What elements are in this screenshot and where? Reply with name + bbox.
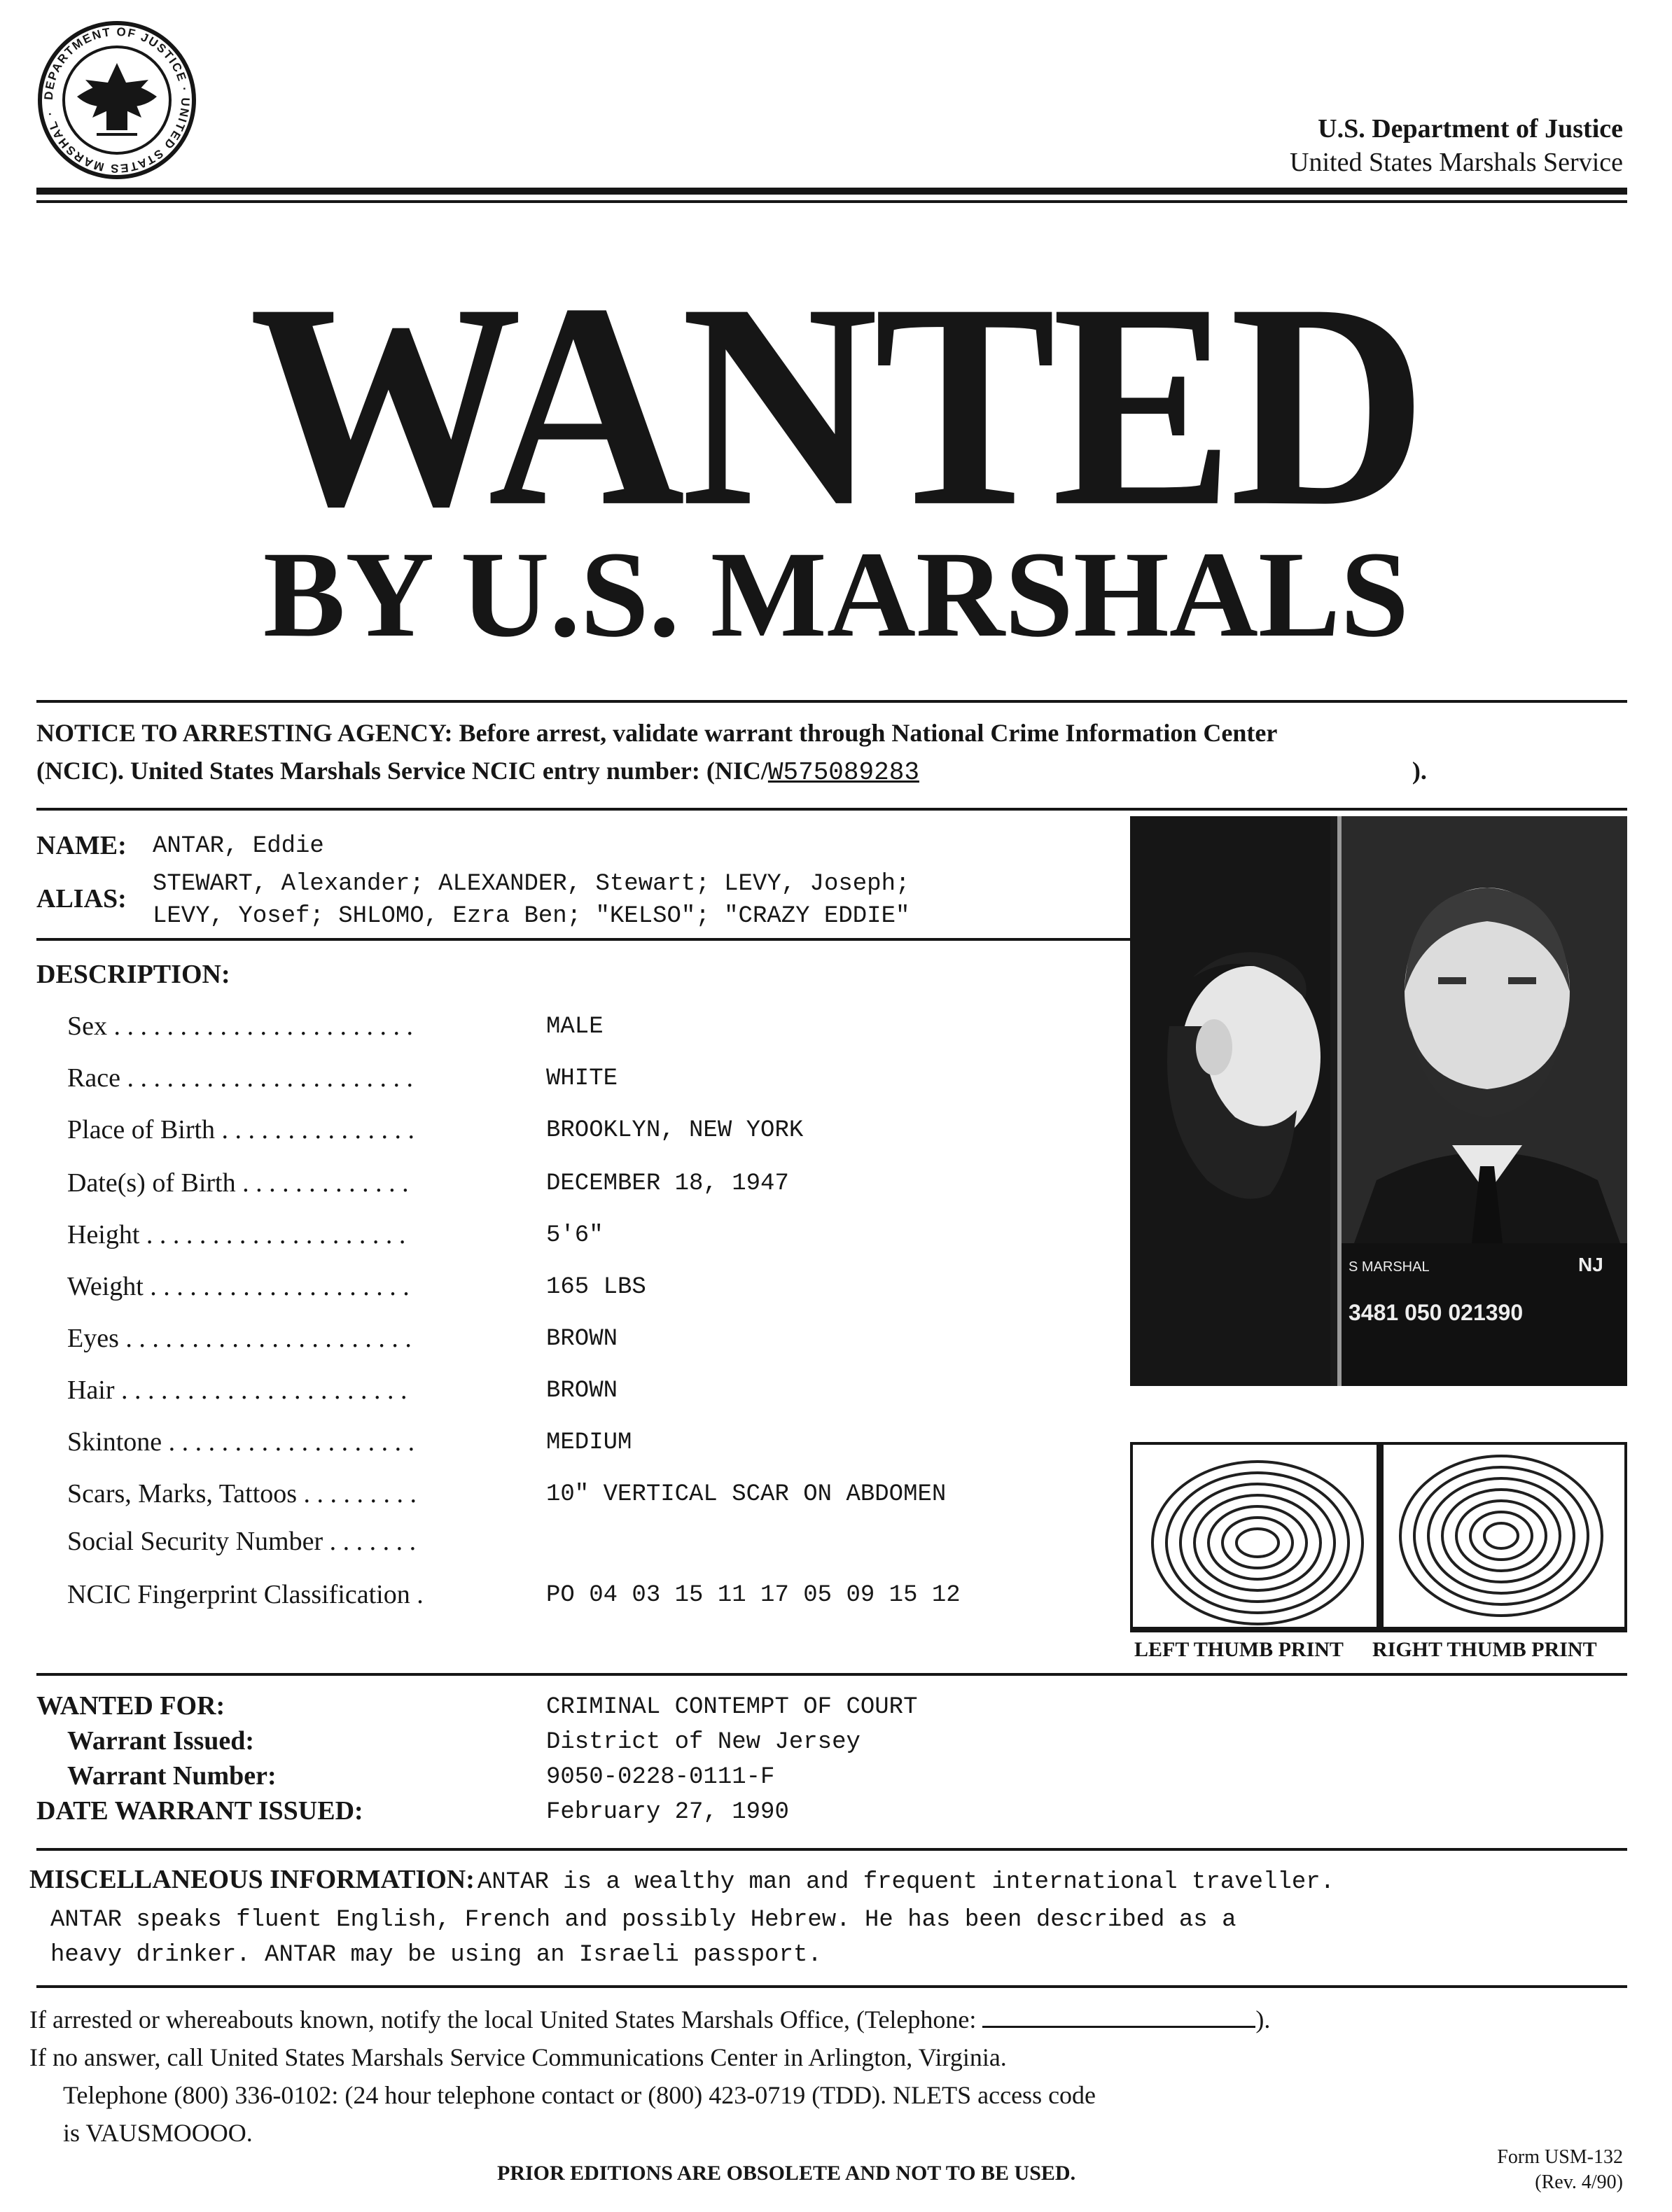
desc-label: Scars, Marks, Tattoos . . . . . . . . . xyxy=(67,1479,417,1508)
desc-value: 165 LBS xyxy=(546,1274,646,1301)
desc-label: Weight . . . . . . . . . . . . . . . . . . . . xyxy=(67,1272,410,1301)
warrant-rule xyxy=(36,1673,1627,1676)
desc-value: MEDIUM xyxy=(546,1429,632,1456)
name-label: NAME: xyxy=(36,831,127,860)
notice-label: NOTICE TO ARRESTING AGENCY: xyxy=(36,719,453,747)
desc-row-race xyxy=(67,1063,1082,1105)
desc-row-height xyxy=(67,1219,1082,1261)
notice-line-2 xyxy=(36,752,1626,792)
notice-block xyxy=(36,714,1626,792)
contact-line-1-row xyxy=(29,2001,1640,2038)
thumbprint-box xyxy=(1130,1442,1627,1630)
contact-rule xyxy=(36,1985,1627,1988)
misc-label: MISCELLANEOUS INFORMATION: xyxy=(29,1865,475,1894)
misc-line-1: ANTAR is a wealthy man and frequent international traveller. xyxy=(477,1869,1335,1896)
thumbprints-image xyxy=(1133,1445,1624,1627)
telephone-blank xyxy=(982,2005,1255,2028)
desc-row-birthplace xyxy=(67,1114,1082,1156)
description-heading: DESCRIPTION: xyxy=(36,960,230,989)
doj-seal-icon xyxy=(36,20,197,181)
desc-label: Eyes . . . . . . . . . . . . . . . . . . . . . . xyxy=(67,1324,412,1353)
desc-value: 10" VERTICAL SCAR ON ABDOMEN xyxy=(546,1481,947,1508)
notice-text-1: Before arrest, validate warrant through National Crime Information Center xyxy=(459,719,1278,747)
warrant-labels xyxy=(36,1688,363,1828)
wanted-title: WANTED xyxy=(249,243,1423,567)
desc-row-skintone xyxy=(67,1427,1082,1469)
contact-line-2: If no answer, call United States Marshals Service Communications Center in Arlington, Virginia. xyxy=(29,2043,1007,2071)
misc-line-3: heavy drinker. ANTAR may be using an Israeli passport. xyxy=(50,1942,822,1968)
desc-row-sex xyxy=(67,1011,1082,1053)
notice-line-1 xyxy=(36,714,1626,752)
desc-label: Sex . . . . . . . . . . . . . . . . . . . . . . . xyxy=(67,1011,413,1041)
desc-row-eyes xyxy=(67,1323,1082,1365)
form-revision: (Rev. 4/90) xyxy=(1535,2171,1623,2193)
desc-value: BROWN xyxy=(546,1326,618,1352)
warrant-values xyxy=(546,1690,918,1830)
wanted-subtitle: BY U.S. MARSHALS xyxy=(263,526,1409,663)
desc-label: Height . . . . . . . . . . . . . . . . . . . . xyxy=(67,1220,406,1250)
contact-line-1: If arrested or whereabouts known, notify the local United States Marshals Office, (Telephone: xyxy=(29,2005,977,2033)
notice-close: ). xyxy=(1412,757,1427,785)
prior-editions-notice: PRIOR EDITIONS ARE OBSOLETE AND NOT TO BE USED. xyxy=(497,2162,1076,2185)
desc-label: Place of Birth . . . . . . . . . . . . . . . xyxy=(67,1115,415,1144)
form-number-block xyxy=(1497,2145,1623,2195)
wanted-for-value: CRIMINAL CONTEMPT OF COURT xyxy=(546,1694,918,1721)
desc-value: BROWN xyxy=(546,1378,618,1404)
desc-row-dob xyxy=(67,1168,1082,1210)
notice-text-2: (NCIC). United States Marshals Service NCIC entry number: (NIC/ xyxy=(36,757,768,785)
misc-line-2: ANTAR speaks fluent English, French and possibly Hebrew. He has been described as a xyxy=(50,1907,1236,1933)
agency-service: United States Marshals Service xyxy=(1290,148,1623,177)
alias-line-2: LEVY, Yosef; SHLOMO, Ezra Ben; "KELSO"; "CRAZY EDDIE" xyxy=(153,903,910,930)
alias-block xyxy=(153,868,910,932)
left-thumb-caption: LEFT THUMB PRINT xyxy=(1134,1638,1344,1661)
desc-label: Hair . . . . . . . . . . . . . . . . . . . . . . xyxy=(67,1376,407,1405)
header-rule-thick xyxy=(36,188,1627,195)
alias-line-1: STEWART, Alexander; ALEXANDER, Stewart; LEVY, Joseph; xyxy=(153,871,910,897)
desc-label: Social Security Number . . . . . . . xyxy=(67,1527,417,1556)
form-number: Form USM-132 xyxy=(1497,2146,1623,2168)
warrant-number-value: 9050-0228-0111-F xyxy=(546,1764,775,1791)
placard-top-left: S MARSHAL xyxy=(1349,1259,1430,1275)
warrant-issued-value: District of New Jersey xyxy=(546,1729,861,1756)
description-rule xyxy=(36,938,1130,941)
subject-name: ANTAR, Eddie xyxy=(153,833,324,860)
notice-rule xyxy=(36,700,1627,703)
name-rule xyxy=(36,808,1627,811)
desc-row-hair xyxy=(67,1375,1082,1417)
desc-row-ssn xyxy=(67,1526,1082,1568)
desc-label: Race . . . . . . . . . . . . . . . . . . . . . . xyxy=(67,1063,413,1093)
desc-row-fingerprint-class xyxy=(67,1579,1082,1621)
desc-label: Date(s) of Birth . . . . . . . . . . . . . xyxy=(67,1168,409,1198)
desc-value: BROOKLYN, NEW YORK xyxy=(546,1117,804,1144)
contact-line-3: Telephone (800) 336-0102: (24 hour telephone contact or (800) 423-0719 (TDD). NLETS access code xyxy=(63,2081,1096,2109)
agency-block xyxy=(1290,112,1623,179)
svg-text:DEPARTMENT OF JUSTICE · UNITED: DEPARTMENT OF JUSTICE · UNITED STATES MARSHAL · xyxy=(41,24,193,176)
alias-label: ALIAS: xyxy=(36,884,127,913)
right-thumb-caption: RIGHT THUMB PRINT xyxy=(1372,1638,1597,1661)
desc-value: WHITE xyxy=(546,1065,618,1092)
desc-value: 5'6" xyxy=(546,1222,604,1249)
date-warrant-issued-value: February 27, 1990 xyxy=(546,1799,789,1826)
nic-number: W575089283 xyxy=(767,758,919,787)
prints-caption-rule xyxy=(1130,1630,1627,1632)
desc-row-weight xyxy=(67,1271,1082,1313)
placard-bottom: 3481 050 021390 xyxy=(1349,1300,1524,1325)
desc-value: DECEMBER 18, 1947 xyxy=(546,1170,789,1197)
date-warrant-issued-label: DATE WARRANT ISSUED: xyxy=(36,1796,363,1826)
warrant-issued-label: Warrant Issued: xyxy=(67,1726,255,1756)
contact-block xyxy=(29,2001,1640,2152)
mugshot-photo xyxy=(1130,816,1627,1386)
header-rule-thin xyxy=(36,200,1627,203)
misc-block xyxy=(29,1862,1633,1973)
wanted-for-label: WANTED FOR: xyxy=(36,1691,225,1721)
desc-value: PO 04 03 15 11 17 05 09 15 12 xyxy=(546,1582,961,1609)
warrant-number-label: Warrant Number: xyxy=(67,1761,277,1791)
misc-rule xyxy=(36,1848,1627,1851)
contact-line-4: is VAUSMOOOO. xyxy=(63,2119,253,2147)
contact-line-1-close: ). xyxy=(1255,2005,1271,2033)
agency-department: U.S. Department of Justice xyxy=(1318,114,1623,144)
desc-label: Skintone . . . . . . . . . . . . . . . . . . . xyxy=(67,1427,415,1457)
desc-row-scars xyxy=(67,1478,1082,1520)
desc-label: NCIC Fingerprint Classification . xyxy=(67,1580,424,1609)
placard-top-right: NJ xyxy=(1578,1254,1603,1275)
desc-value: MALE xyxy=(546,1014,604,1040)
